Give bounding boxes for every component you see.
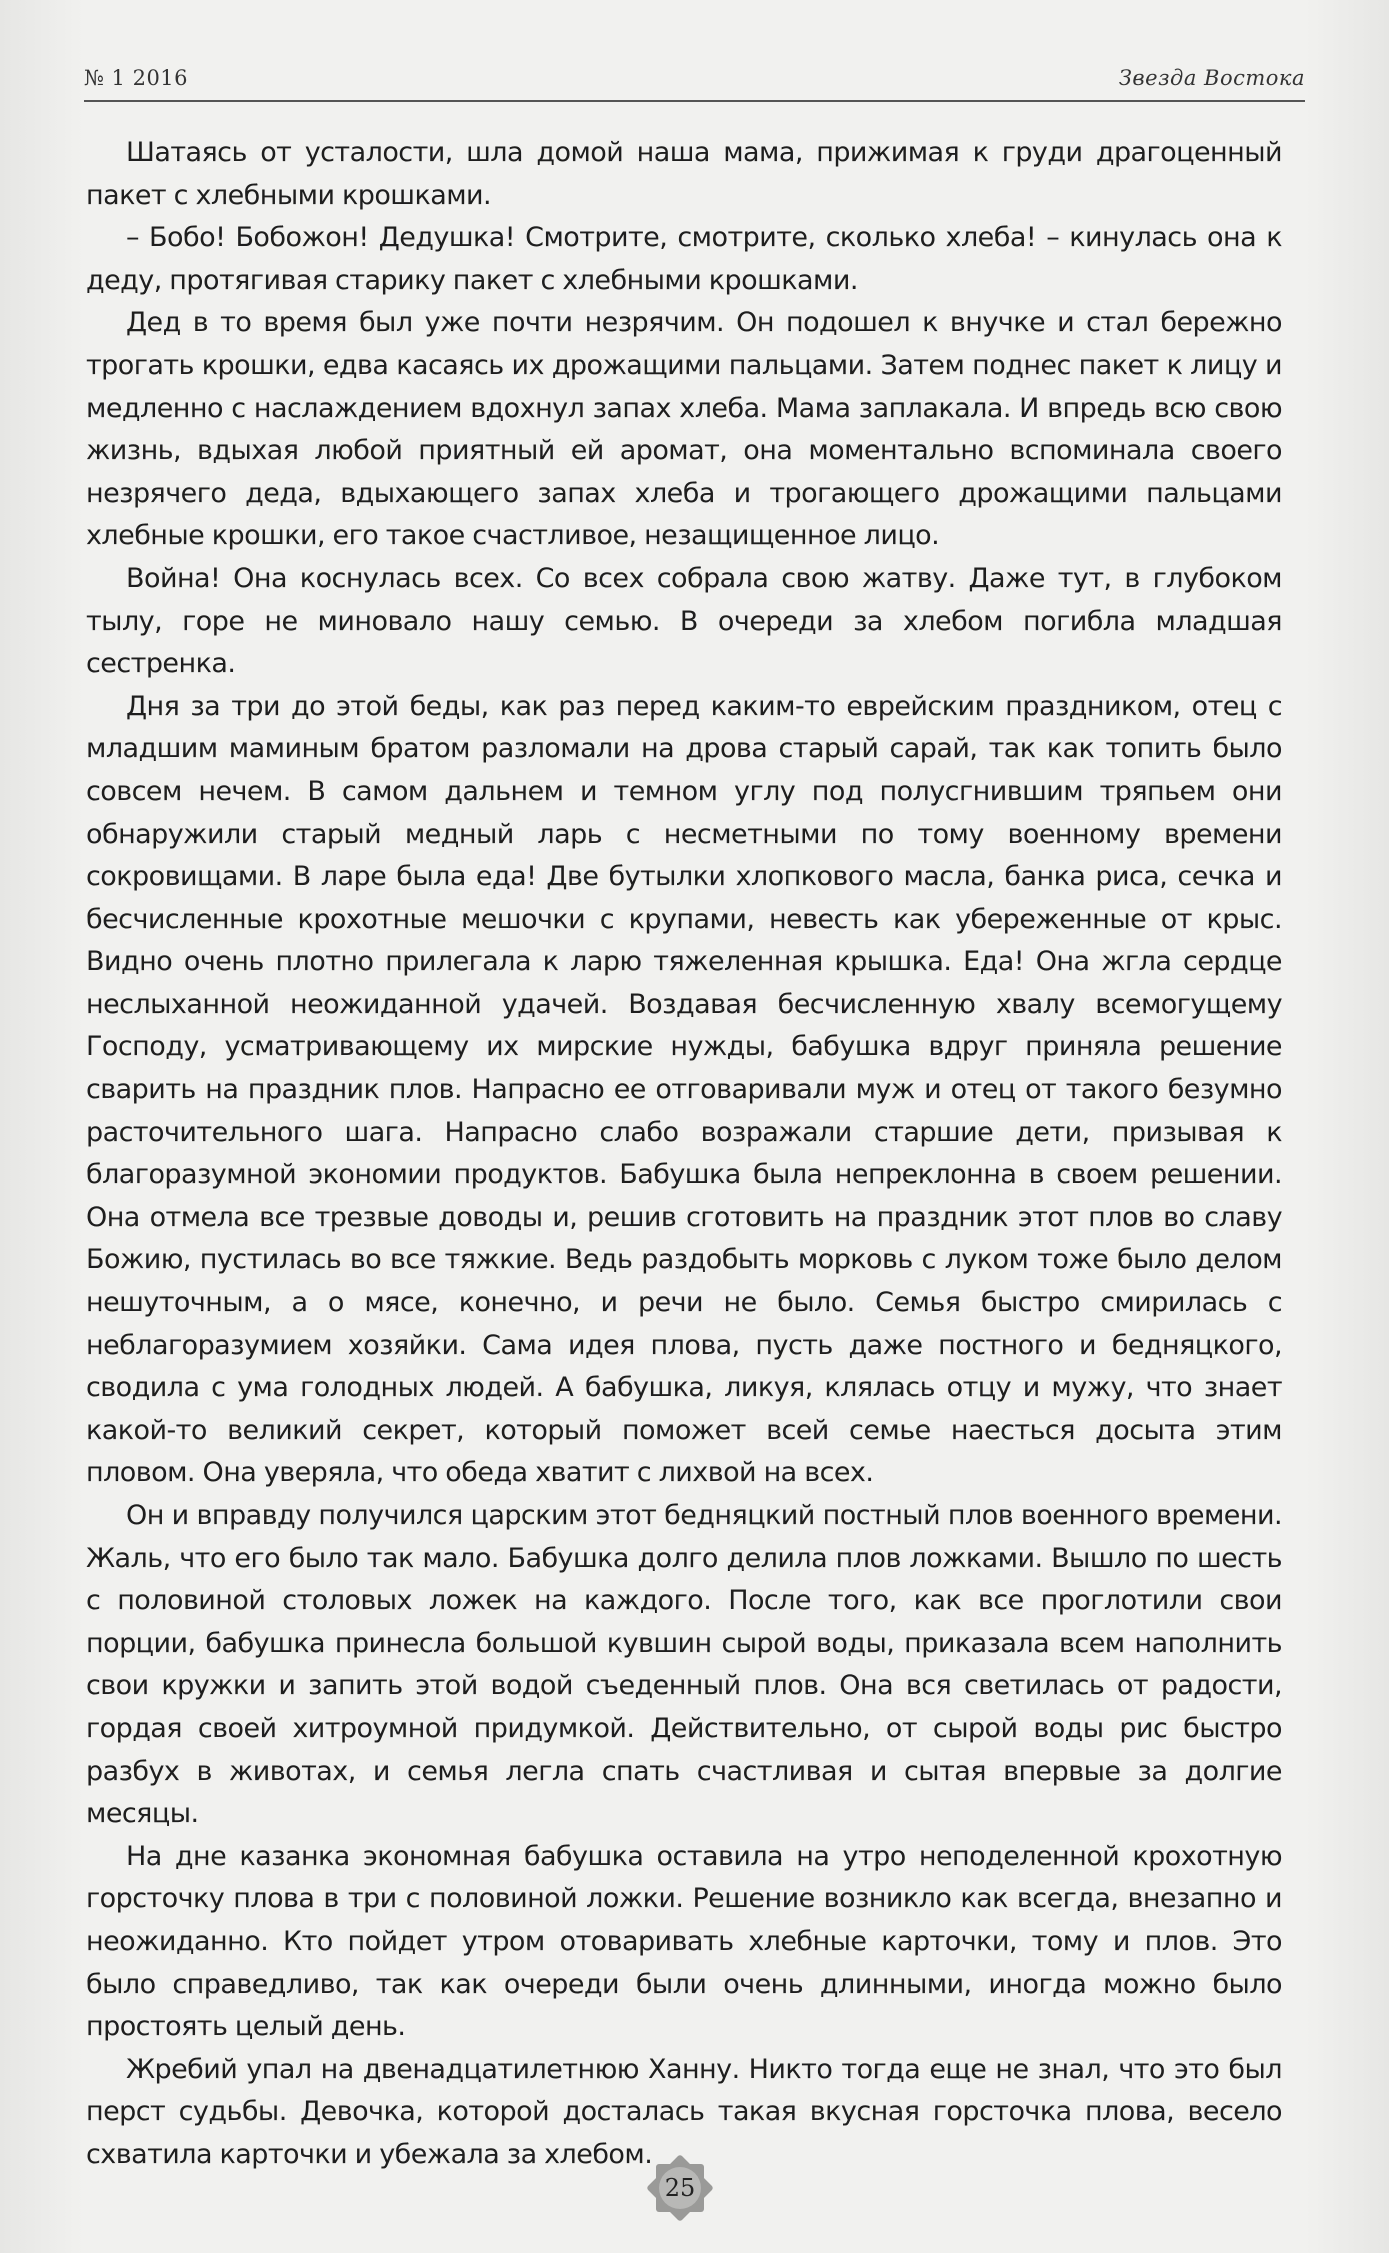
running-header — [84, 60, 1305, 100]
paragraph: Жребий упал на двенадцатилетнюю Ханну. Никто тогда еще не знал, что это был перст судьбы. Девочка, которой досталась такая вкусная горсточка плова, весело схватила карточки и убежала за хлебом. — [86, 2053, 1282, 2170]
issue-number: № 1 2016 — [84, 66, 189, 90]
paragraph: Дед в то время был уже почти незрячим. Он подошел к внучке и стал бережно трогать крошки, едва касаясь их дрожащими пальцами. Затем поднес пакет к лицу и медленно с наслаждением вдохнул запах хлеба. Мама заплакала. И впредь всю свою жизнь, вдыхая любой приятный ей аромат, она моментально вспоминала своего незрячего деда, вдыхающего запах хлеба и трогающего дрожащими пальцами хлебные крошки, его такое счастливое, незащищенное лицо. — [86, 307, 1282, 552]
paragraph: – Бобо! Бобожон! Дедушка! Смотрите, смотрите, сколько хлеба! – кинулась она к деду, протягивая старику пакет с хлебными крошками. — [86, 222, 1282, 296]
paragraph: На дне казанка экономная бабушка оставила на утро неподеленной крохотную горсточку плова в три с половиной ложки. Решение возникло как всегда, внезапно и неожиданно. Кто пойдет утром отоваривать хлебные карточки, тому и плов. Это было справедливо, так как очереди были очень длинными, иногда можно было простоять целый день. — [86, 1840, 1282, 2043]
article-body — [86, 132, 1282, 2177]
page-number-badge — [642, 2150, 718, 2226]
paragraph: Он и вправду получился царским этот бедняцкий постный плов военного времени. Жаль, что его было так мало. Бабушка долго делила плов ложками. Вышло по шесть с половиной столовых ложек на каждого. После того, как все проглотили свои порции, бабушка принесла большой кувшин сырой воды, приказала всем наполнить свои кружки и запить этой водой съеденный плов. Она вся светилась от радости, гордая своей хитроумной придумкой. Действительно, от сырой воды рис быстро разбух в животах, и семья легла спать счастливая и сытая впервые за долгие месяцы. — [86, 1500, 1282, 1830]
journal-title: Звезда Востока — [1118, 66, 1305, 90]
paragraph: Шатаясь от усталости, шла домой наша мама, прижимая к груди драгоценный пакет с хлебными крошками. — [86, 137, 1282, 211]
paragraph: Дня за три до этой беды, как раз перед каким-то еврейским праздником, отец с младшим маминым братом разломали на дрова старый сарай, так как топить было совсем нечем. В самом дальнем и темном углу под полусгнившим тряпьем они обнаружили старый медный ларь с несметными по тому военному времени сокровищами. В ларе была еда! Две бутылки хлопкового масла, банка риса, сечка и бесчисленные крохотные мешочки с крупами, невесть как убереженные от крыс. Видно очень плотно прилегала к ларю тяжеленная крышка. Еда! Она жгла сердце неслыханной неожиданной удачей. Воздавая бесчисленную хвалу всемогущему Господу, усматривающему их мирские нужды, бабушка вдруг приняла решение сварить на праздник плов. Напрасно ее отговаривали муж и отец от такого безумно расточительного шага. Напрасно слабо возражали старшие дети, призывая к благоразумной экономии продуктов. Бабушка была непреклонна в своем решении. Она отмела все трезвые доводы и, решив сготовить на праздник этот плов во славу Божию, пустилась во все тяжкие. Ведь раздобыть морковь с луком тоже было делом нешуточным, а о мясе, конечно, и речи не было. Семья быстро смирилась с неблагоразумием хозяйки. Сама идея плова, пусть даже постного и бедняцкого, сводила с ума голодных людей. А бабушка, ликуя, клялась отцу и мужу, что знает какой-то великий секрет, который поможет всей семье наесться досыта этим пловом. Она уверяла, что обеда хватит с лихвой на всех. — [86, 690, 1282, 1489]
paragraph: Война! Она коснулась всех. Со всех собрала свою жатву. Даже тут, в глубоком тылу, горе не миновало нашу семью. В очереди за хлебом погибла младшая сестренка. — [86, 562, 1282, 680]
header-rule — [84, 100, 1305, 102]
page-number: 25 — [664, 2174, 696, 2202]
